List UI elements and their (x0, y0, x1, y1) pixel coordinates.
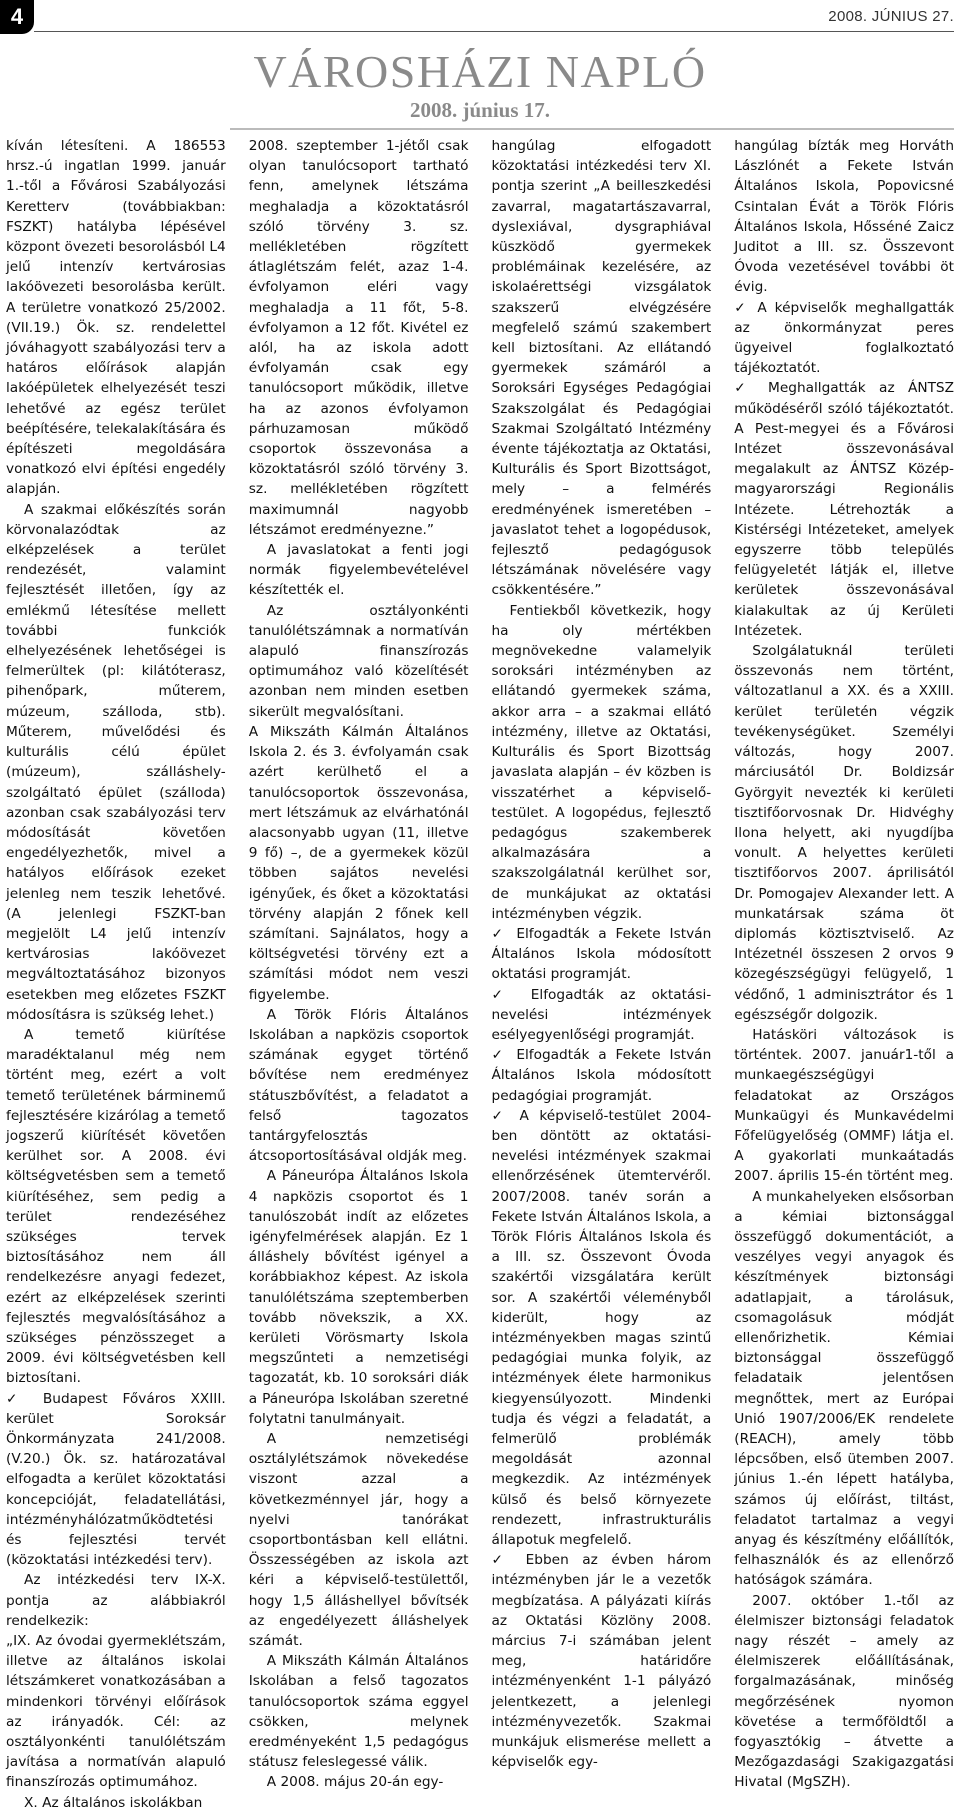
paragraph: A Török Flóris Általános Iskolában a napközis csoportok számának egyget történő bővítése nem eredményez státuszbővítést, a feladatot a felső tagozatos tantárgyfelosztás átcsoportosításával oldják meg. (248, 1006, 469, 1165)
paragraph: ✓ Ebben az évben három intézményben jár le a vezetők megbízatása. A pályázati kiírás az Oktatási Közlöny 2008. március 7-i számában jelent meg, határidőre intézményenként 1-1 pályázó jelentkezett, a jelenlegi intézményvezetők. Szakmai munkájuk elismerése mellett a képviselők egy- (491, 1552, 712, 1771)
paragraph: „IX. Az óvodai gyermeklétszám, illetve az általános iskolai létszámkeret vonatkozásában a mindenkori törvényi előírások az irányadók. Cél: az osztályonkénti tanulólétszám javítása a normatíván alapuló finanszírozás optimumához. (6, 1633, 226, 1791)
text-column-4 (734, 136, 954, 1791)
paragraph: Az intézkedési terv IX-X. pontja az alábbiakról rendelkezik: (6, 1572, 226, 1629)
paragraph: ✓ Elfogadták a Fekete István Általános Iskola módosított oktatási programját. (491, 925, 712, 983)
text-column-2 (248, 136, 469, 1791)
paragraph: 2008. szeptember 1-jétől csak olyan tanulócsoport tartható fenn, amelynek létszáma meghaladja a közoktatásról szóló törvény 3. sz. mellékletében rögzített átlaglétszám felét, azaz 1-4. évfolyamon eléri vagy meghaladja a 11 főt, 5-8. évfolyamon a 12 főt. Kivétel ez alól, ha az iskola adott évfolyamán csak egy tanulócsoport működik, illetve ha az azonos évfolyamon párhuzamosan működő csoportok összevonása a közoktatásról szóló törvény 3. sz. mellékletében rögzített maximumnál nagyobb létszámot eredményezne.” (248, 138, 469, 538)
paragraph: ✓ Budapest Főváros XXIII. kerület Soroksár Önkormányzata 241/2008. (V.20.) Ök. sz. határozatával elfogadta a kerület közoktatási koncepcióját, feladatellátási, intézményhálózatműködtetési és fejlesztési tervét (közoktatási intézkedési terv). (6, 1390, 226, 1569)
paragraph: ✓ Elfogadták a Fekete István Általános Iskola módosított pedagógiai programját. (491, 1047, 712, 1104)
page-number-badge: 4 (0, 0, 34, 34)
paragraph: ✓ Meghallgatták az ÁNTSZ működéséről szóló tájékoztatót. A Pest-megyei és a Fővárosi Intézet összevonásával megalakult az ÁNTSZ Közép-magyarországi Regionális Intézete. Létrehozták a Kistérségi Intézeteket, amelyek egyszerre több település felügyeletét látják el, illetve kerületek összevonásával kialakultak az új Kerületi Intézetek. (734, 380, 954, 639)
text-column-1 (6, 136, 226, 1811)
paragraph: A temető kiürítése maradéktalanul még nem történt meg, ezért a volt temető területének bárminemű fejlesztésére kizárólag a temető jogszerű kiürítését követően kerülhet sor. A 2008. évi költségvetésben sem a temető kiürítéséhez, sem pedig a terület rendezéséhez szükséges tervek biztosításához nem áll rendelkezésre anyagi fedezet, ezért az elképzelések szerinti fejlesztés megvalósításához a szükséges pénzösszeget a 2009. évi költségvetésben kell biztosítani. (6, 1026, 226, 1387)
masthead-divider (230, 128, 954, 130)
paragraph: A javaslatokat a fenti jogi normák figyelembevételével készítették el. (248, 542, 469, 599)
paragraph: A Mikszáth Kálmán Általános Iskolában a felső tagozatos tanulócsoportok száma eggyel csökken, melynek eredményeként 1,5 pedagógus státusz feleslegessé válik. (248, 1653, 469, 1771)
text-column-3 (491, 136, 712, 1771)
paragraph: Az osztályonkénti tanulólétszámnak a normatíván alapuló finanszírozás optimumához való közelítését azonban nem minden esetben sikerült megvalósítani. (248, 602, 469, 720)
paragraph: A szakmai előkészítés során körvonalazódtak az elképzelések a terület rendezését, valamint fejlesztését illetően, így az emlékmű létesítése mellett további funkciók elhelyezésének lehetőségei is felmerültek (pl: kilátóterasz, pihenőpark, műterem, múzeum, szálloda, stb). Műterem, művelődési és kulturális célú épület (múzeum), szálláshely-szolgáltató épület (szálloda) azonban csak szabályozási terv módosítását követően engedélyezhetők, mivel a hatályos előírások ezeket jelenleg nem teszik lehetővé. (A jelenlegi FSZKT-ban megjelölt L4 jelű intenzív kertvárosias lakóövezet megváltoztatásához bizonyos esetekben meg előzetes FSZKT módosításra is szükség lehet.) (6, 501, 226, 1023)
paragraph: A munkahelyeken elsősorban a kémiai biztonsággal összefüggő dokumentációt, a veszélyes vegyi anyagok és készítmények biztonsági adatlapjait, a tárolásuk, csomagolásuk módját ellenőrizhetik. Kémiai biztonsággal összefüggő feladataik jelentősen megnőttek, mert az Európai Unió 1907/2006/EK rendelete (REACH), amely több lépcsőben, első ütemben 2007. június 1.-én lépett hatályba, számos új előírást, tiltást, feladatot tartalmaz a vegyi anyag és készítmény előállítók, felhasználók és az ellenőrző hatóságok számára. (734, 1188, 954, 1589)
masthead-title: VÁROSHÁZI NAPLÓ (253, 46, 707, 97)
paragraph: A Mikszáth Kálmán Általános Iskola 2. és 3. évfolyamán csak azért kerülhető el a tanulócsoportok összevonása, mert létszámuk az elvárhatónál alacsonyabb ugyan (11, illetve 9 fő) –, de a gyermekek közül többen sajátos nevelési igényűek, és őket a közoktatási törvény alapján 2 főnek kell számítani. Sajnálatos, hogy a költségvetési törvény ezt a számítási módot nem veszi figyelembe. (248, 723, 469, 1003)
paragraph: A 2008. május 20-án egy- (266, 1774, 444, 1791)
paragraph: Hatásköri változások is történtek. 2007. január1-től a munkaegészségügyi feladatokat az Országos Munkaügyi és Munkavédelmi Főfelügyelőség (OMMF) látja el. A gyakorlati munkaátadás 2007. április 15-én történt meg. (734, 1026, 954, 1185)
paragraph: Szolgálatuknál területi összevonás nem történt, változatlanul a XX. és a XXIII. kerület területén végzik tevékenységüket. Személyi változás, hogy 2007. márciusától Dr. Boldizsár Györgyit nevezték ki kerületi tisztifőorvosnak Dr. Hidvéghy Ilona helyett, aki nyugdíjba vonult. A helyettes kerületi tisztifőorvos 2007. áprilisától Dr. Pomogajev Alexander lett. A munkatársak száma öt diplomás köztisztviselő. Az Intézetnél összesen 2 orvos 9 közegészségügyi felügyelő, 1 védőnő, 1 adminisztrátor és 1 egészségőr dolgozik. (734, 643, 954, 1023)
paragraph: hangúlag bízták meg Horváth Lászlónét a Fekete István Általános Iskola, Popovicsné Csintalan Évát a Török Flóris Általános Iskola, Hősséné Zaicz Juditot a III. sz. Összevont Óvoda vezetésével további öt évig. (734, 138, 954, 296)
paragraph: ✓ A képviselő-testület 2004-ben döntött az oktatási-nevelési intézmények szakmai ellenőrzésének ütemtervéről. 2007/2008. tanév során a Fekete István Általános Iskola, a Török Flóris Általános Iskola és a III. sz. Összevont Óvoda szakértői vizsgálatára került sor. A szakértői véleményből kiderült, hogy az intézményekben magas szintű pedagógiai munka folyik, az intézmények élete harmonikus kiegyensúlyozott. Mindenki tudja és végzi a feladatát, a felmerülő problémák megoldását azonnal megkezdik. Az intézmények külső és belső környezete rendezett, infrastrukturális állapotuk megfelelő. (491, 1107, 712, 1549)
paragraph: kíván létesíteni. A 186553 hrsz.-ú ingatlan 1999. január 1.-től a Fővárosi Szabályozási Keretterv (továbbiakban: FSZKT) hatályba lépésével központ övezeti besorolásból L4 jelű intenzív kertvárosias lakóövezeti besorolásba került. A területre vonatkozó 25/2002. (VII.19.) Ök. sz. rendelettel jóváhagyott szabályozási terv a határos előírások alapján lakóépületek elhelyezését teszi lehetővé az egész terület beépítésére, telekalakítására és építészeti megoldására vonatkozó elvi építési engedély alapján. (6, 138, 226, 498)
paragraph: A nemzetiségi osztálylétszámok növekedése viszont azzal a következménnyel jár, hogy a nyelvi tanórákat csoportbontásban kell ellátni. Összességében az iskola azt kéri a képviselő-testülettől, hogy 1,5 álláshellyel bővítsék az engedélyezett álláshelyek számát. (248, 1431, 469, 1650)
paragraph: hangúlag elfogadott közoktatási intézkedési terv XI. pontja szerint „A beilleszkedési zavarral, magatartászavarral, dyslexiával, dysgraphiával küszködő gyermekek problémáinak kezelésére, az iskolaérettségi vizsgálatok szakszerű elvégzésére megfelelő számú szakembert kell biztosítani. Az ellátandó gyermekek számáról a Soroksári Egységes Pedagógiai Szakszolgálat és Pedagógiai Szakmai Szolgáltató Intézmény évente tájékoztatja az Oktatási, Kulturális és Sport Bizottságot, mely – a felmérés eredményének ismeretében – javaslatot tehet a logopédusok, fejlesztő pedagógusok létszámának növelésére vagy csökkentésére.” (491, 138, 712, 599)
paragraph: Fentiekből következik, hogy ha oly mértékben megnövekedne valamelyik soroksári intézményben az ellátandó gyermekek száma, akkor arra – a szakmai ellátó intézmény, illetve az Oktatási, Kulturális és Sport Bizottság javaslata alapján – év közben is visszatérhet a képviselő-testület. A logopédus, fejlesztő pedagógus szakemberek alkalmazására a szakszolgálatnál kerülhet sor, de munkájukat az oktatási intézményben végzik. (491, 602, 712, 922)
paragraph: ✓ Elfogadták az oktatási-nevelési intézmények esélyegyenlőségi programját. (491, 986, 712, 1043)
paragraph: A Páneurópa Általános Iskola 4 napközis csoportot és 1 tanulószobát indít az előzetes igényfelmérések alapján. Ez 1 álláshely bővítést igényel a korábbiakhoz képest. Az iskola tanulólétszáma szeptemberben tovább növekszik, a XX. kerületi Vörösmarty Iskola megszűnteti a nemzetiségi tagozatát, kb. 10 soroksári diák a Páneurópa Iskolában szeretné folytatni tanulmányait. (248, 1168, 469, 1427)
article-columns (6, 136, 954, 1811)
paragraph: ✓ A képviselők meghallgatták az önkormányzat peres ügyeivel foglalkoztató tájékoztatót. (734, 299, 954, 377)
paragraph: 2007. október 1.-től az élelmiszer biztonsági feladatok nagy részét – amely az élelmiszerek előállításának, forgalmazásának, minőség megőrzésének nyomon követése a termőföldtől a fogyasztókig – átvette a Mezőgazdasági Szakigazgatási Hivatal (MgSZH). (734, 1592, 954, 1791)
paragraph: X. Az általános iskolákban (24, 1794, 203, 1811)
issue-date: 2008. JÚNIUS 27. (828, 8, 954, 25)
masthead-date: 2008. június 17. (409, 98, 551, 122)
header-divider (34, 31, 954, 32)
